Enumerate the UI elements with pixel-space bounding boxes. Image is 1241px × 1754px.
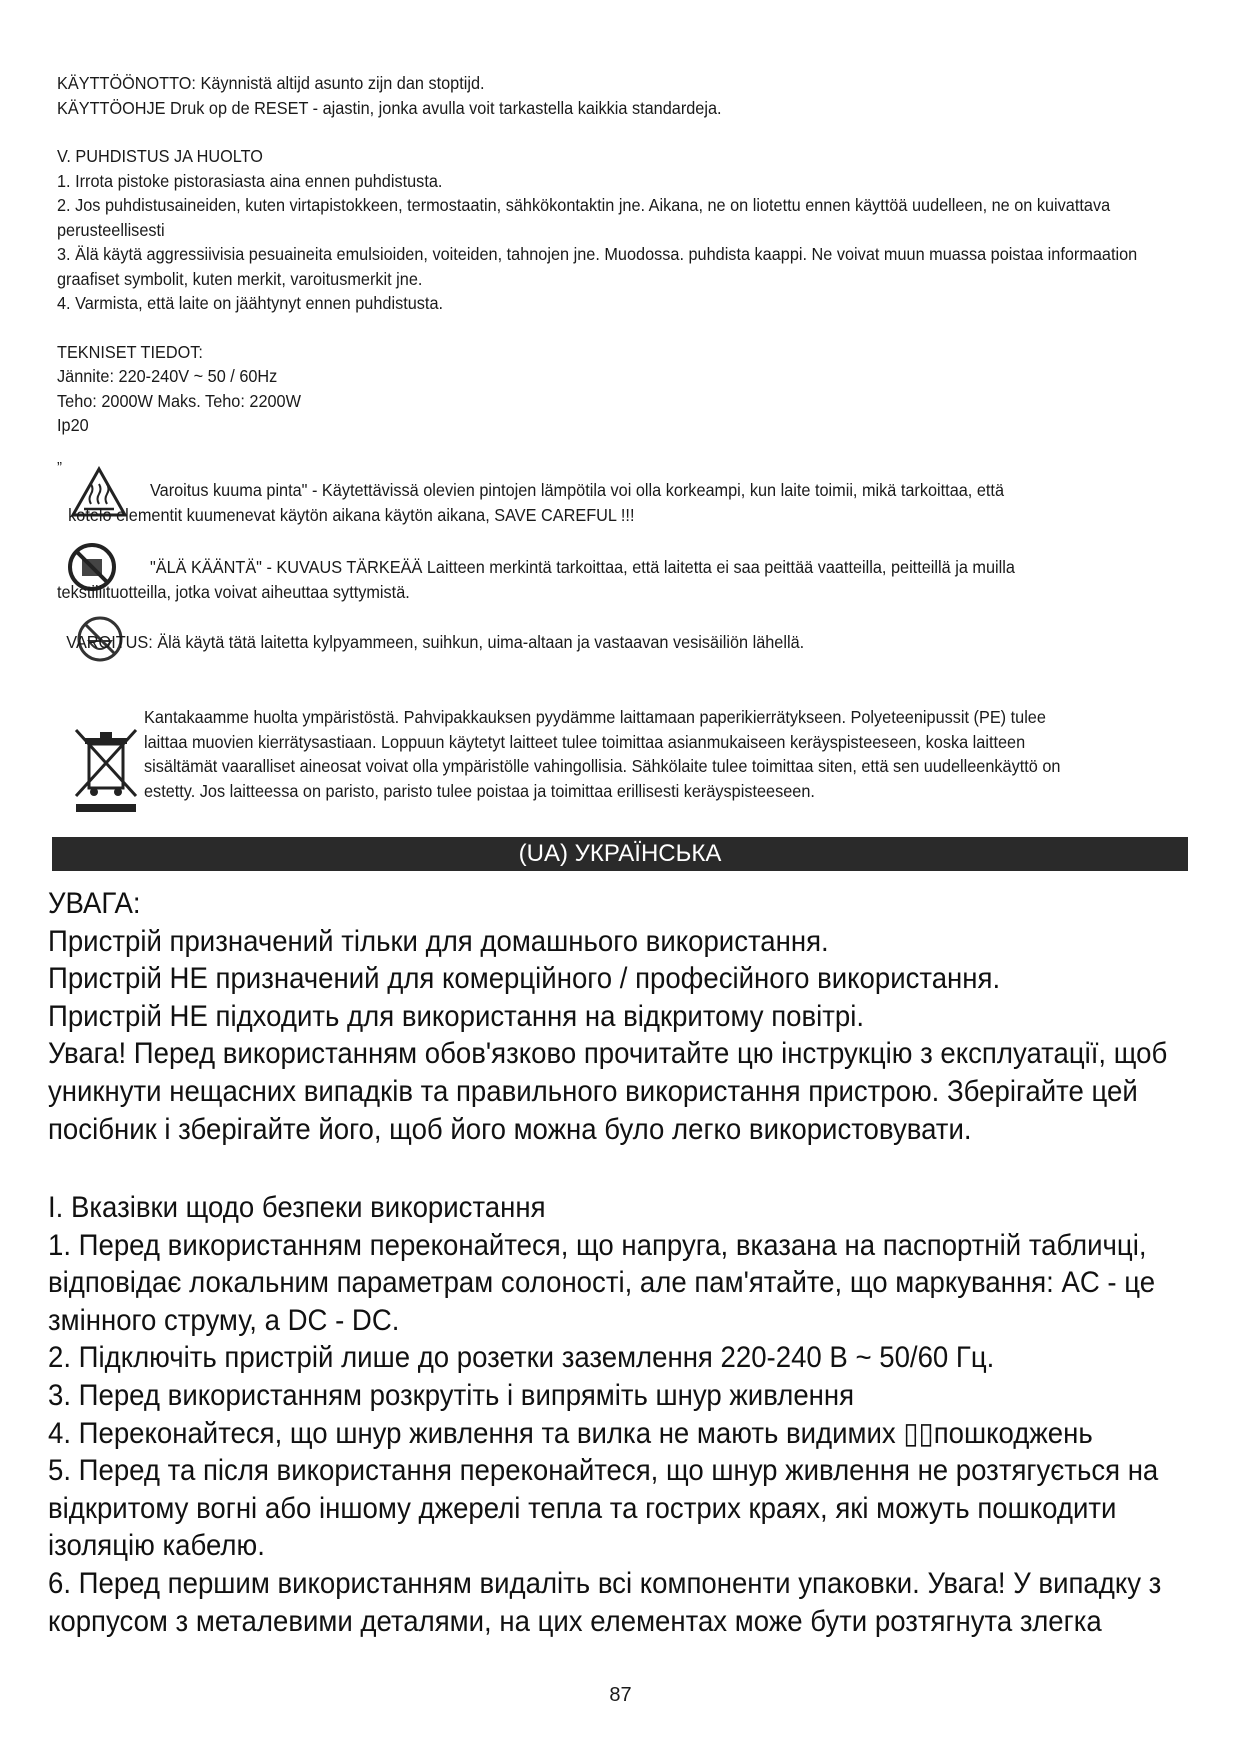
recycling-line: laittaa muovien kierrätysastiaan. Loppuun käytetyt laitteet tulee toimittaa asianmukaiseen keräyspisteeseen, koska laitteen [144, 731, 1026, 752]
ua-safety-block [48, 1189, 1208, 1640]
hot-surface-warning [57, 478, 1187, 527]
recycling-text [144, 705, 1241, 803]
ua-attention-line: Пристрій призначений тільки для домашнього використання. [48, 924, 829, 958]
ua-attention-line: Пристрій НЕ призначений для комерційного / професійного використання. [48, 962, 1001, 996]
ua-safety-item: 4. Переконайтеся, що шнур живлення та вилка не мають видимих ▯▯пошкоджень [48, 1416, 1093, 1450]
cleaning-item: 3. Älä käytä aggressiivisia pesuaineita emulsioiden, voiteiden, tahnojen jne. Muodossa. puhdista kaappi. Ne voivat muun muassa poistaa informaation graafiset symbolit, kuten merkit, varoitusmerkit jne. [57, 244, 1138, 289]
fi-top-block [57, 71, 1173, 438]
ua-attention-line: Пристрій НЕ підходить для використання на відкритому повітрі. [48, 999, 865, 1033]
page-number: 87 [609, 1684, 632, 1706]
ua-safety-item: 1. Перед використанням переконайтеся, що напруга, вказана на паспортній табличці, відповідає локальним параметрам солоності, але пам'ятайте, що маркування: AC - це змінного струму, а DC - DC. [48, 1228, 1156, 1337]
cleaning-item: 1. Irrota pistoke pistorasiasta aina ennen puhdistusta. [57, 170, 443, 191]
do-not-cover-warning [57, 555, 1187, 604]
ua-safety-item: 2. Підключіть пристрій лише до розетки заземлення 220-240 В ~ 50/60 Гц. [48, 1341, 995, 1375]
water-line-1: VAROITUS: Älä käytä tätä laitetta kylpyammeen, suihkun, uima-altaan ja vastaavan vesisäiliön lähellä. [66, 632, 805, 652]
specs-title: TEKNISET TIEDOT: [57, 341, 203, 362]
cleaning-item: 4. Varmista, että laite on jäähtynyt ennen puhdistusta. [57, 293, 444, 313]
ua-safety-item: 5. Перед та після використання переконайтеся, що шнур живлення не розтягується на відкритому вогні або іншому джерелі тепла та гострих краях, які можуть пошкодити ізоляцію кабелю. [48, 1454, 1159, 1563]
cover-line-1: "ÄLÄ KÄÄNTÄ" - KUVAUS TÄRKEÄÄ Laitteen merkintä tarkoittaa, että laitetta ei saa peittää vaatteilla, peitteillä ja muilla [150, 557, 1015, 577]
usage-line: KÄYTTÖOHJE Druk op de RESET - ajastin, jonka avulla voit tarkastella kaikkia standardeja. [57, 97, 722, 118]
ua-attention-block [48, 885, 1208, 1148]
hot-line-2: kotelo elementit kuumenevat käytön aikana käytön aikana, SAVE CAREFUL !!! [68, 504, 635, 525]
cover-line-2: tekstiilituotteilla, jotka voivat aiheuttaa syttymistä. [57, 581, 410, 602]
ua-safety-title: I. Вказівки щодо безпеки використання [48, 1191, 546, 1224]
weee-bin-icon [72, 722, 140, 819]
specs-voltage: Jännite: 220-240V ~ 50 / 60Hz [57, 366, 278, 386]
section-header-ua: (UA) УКРАЇНСЬКА [52, 837, 1188, 871]
specs-ip: Ip20 [57, 415, 89, 435]
specs-power: Teho: 2000W Maks. Teho: 2200W [57, 390, 301, 411]
ua-safety-item: 6. Перед першим використанням видаліть всі компоненти упаковки. Увага! У випадку з корпусом з металевими деталями, на цих елементах може бути розтягнута злегка [48, 1566, 1162, 1638]
recycling-line: Kantakaamme huolta ympäristöstä. Pahvipakkauksen pyydämme laittamaan paperikierrätykseen. Polyeteenipussit (PE) tulee [144, 707, 1046, 727]
water-warning [57, 630, 1187, 655]
startup-line: KÄYTTÖÖNOTTO: Käynnistä altijd asunto zijn dan stoptijd. [57, 73, 485, 93]
recycling-line: estetty. Jos laitteessa on paristo, paristo tulee poistaa ja toimittaa erillisesti keräyspisteeseen. [144, 780, 815, 801]
ua-attention-title: УВАГА: [48, 887, 141, 920]
quote-mark: ” [57, 459, 62, 476]
ua-attention-line: Увага! Перед використанням обов'язково прочитайте цю інструкцію з експлуатації, щоб уникнути нещасних випадків та правильного використання пристрою. Зберігайте цей посібник і зберігайте його, щоб його можна було легко використовувати. [48, 1037, 1168, 1146]
cleaning-item: 2. Jos puhdistusaineiden, kuten virtapistokkeen, termostaatin, sähkökontaktin jne. Aikana, ne on liotettu ennen käyttöä uudelleen, ne on kuivattava perusteellisesti [57, 195, 1111, 240]
hot-line-1: Varoitus kuuma pinta" - Käytettävissä olevien pintojen lämpötila voi olla korkeampi, kun laite toimii, mikä tarkoittaa, että [150, 480, 1005, 500]
ua-safety-item: 3. Перед використанням розкрутіть і випряміть шнур живлення [48, 1378, 855, 1412]
cleaning-title: V. PUHDISTUS JA HUOLTO [57, 146, 263, 166]
recycling-line: sisältämät vaaralliset aineosat voivat olla ympäristölle vahingollisia. Sähkölaite tulee toimittaa siten, että sen uudelleenkäyttö on [144, 756, 1061, 776]
